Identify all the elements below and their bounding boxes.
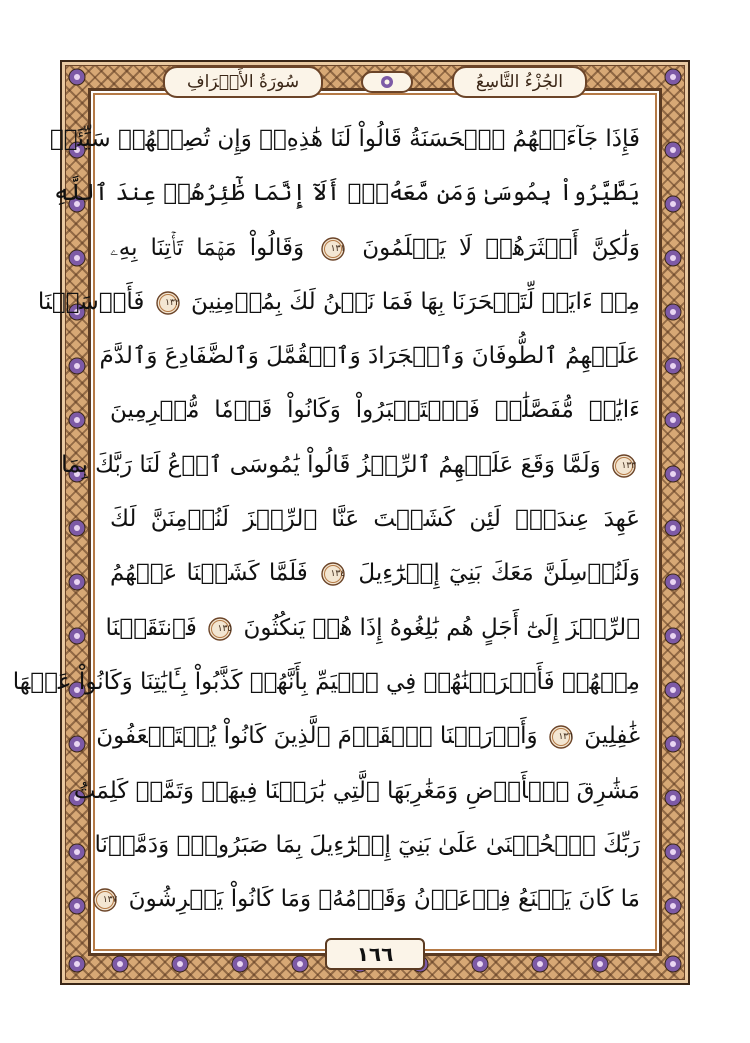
quran-text-area xyxy=(12,112,641,913)
ayah-number: ١٣٥ xyxy=(217,623,233,634)
surah-name-plaque xyxy=(163,66,323,98)
ayah-number: ١٣٧ xyxy=(102,895,118,906)
verse-line xyxy=(96,709,640,763)
verse-text-continuation: وَأَوۡرَثۡنَا ٱلۡقَوۡمَ ٱلَّذِينَ كَانُواْ يُسۡتَضۡعَفُونَ xyxy=(96,723,538,750)
frame-medallion-icon xyxy=(663,680,683,700)
verse-text-continuation: وَلَمَّا وَقَعَ عَلَيۡهِمُ ٱلرِّجۡزُ قَالُواْ يَٰمُوسَى ٱدۡعُ لَنَا رَبَّكَ بِمَا xyxy=(61,451,601,478)
verse-text: مِنۡهُمۡ فَأَغۡرَقۡنَٰهُمۡ فِي ٱلۡيَمِّ بِأَنَّهُمۡ كَذَّبُواْ بِـَٔايَٰتِنَا وَكَانُواْ عَنۡهَا xyxy=(12,668,640,695)
ayah-marker-icon xyxy=(612,454,636,478)
frame-medallion-icon xyxy=(67,842,87,862)
page-number: ١٦٦ xyxy=(325,938,425,970)
verse-line xyxy=(49,112,640,166)
ayah-marker-icon xyxy=(549,725,573,749)
ayah-marker-icon xyxy=(156,291,180,315)
verse-text: عَهِدَ عِندَكَۖ لَئِن كَشَفۡتَ عَنَّا ٱلرِّجۡزَ لَنُؤۡمِنَنَّ لَكَ xyxy=(110,506,640,533)
frame-medallion-icon xyxy=(663,140,683,160)
ayah-number: ١٣٤ xyxy=(330,569,346,580)
frame-medallion-icon xyxy=(663,572,683,592)
verse-line xyxy=(99,329,640,383)
verse-text: عَلَيۡهِمُ ٱلطُّوفَانَ وَٱلۡجَرَادَ وَٱلۡقُمَّلَ وَٱلضَّفَادِعَ وَٱلدَّمَ xyxy=(99,343,640,370)
frame-medallion-icon xyxy=(67,248,87,268)
frame-medallion-icon xyxy=(67,896,87,916)
ayah-marker-icon xyxy=(321,562,345,586)
frame-medallion-icon xyxy=(67,626,87,646)
frame-medallion-icon xyxy=(663,302,683,322)
verse-text: وَلَنُرۡسِلَنَّ مَعَكَ بَنِيٓ إِسۡرَٰٓءِيلَ xyxy=(358,560,641,587)
verse-text: وَلَٰكِنَّ أَكۡثَرَهُمۡ لَا يَعۡلَمُونَ xyxy=(362,234,640,261)
surah-name: سُورَةُ الأَعۡرَافِ xyxy=(187,72,300,92)
frame-medallion-icon xyxy=(663,518,683,538)
header-ornament-icon xyxy=(360,68,414,96)
juz-name-plaque xyxy=(452,66,587,98)
frame-medallion-icon xyxy=(67,356,87,376)
verse-line xyxy=(110,383,640,437)
frame-medallion-icon xyxy=(230,954,250,974)
frame-medallion-icon xyxy=(663,842,683,862)
frame-medallion-icon xyxy=(663,248,683,268)
frame-medallion-icon xyxy=(663,67,683,87)
frame-medallion-icon xyxy=(170,954,190,974)
frame-medallion-icon xyxy=(663,626,683,646)
verse-text-continuation: فَٱنتَقَمۡنَا xyxy=(105,614,197,641)
frame-medallion-icon xyxy=(663,464,683,484)
verse-text: مَا كَانَ يَصۡنَعُ فِرۡعَوۡنُ وَقَوۡمُهُۥ وَمَا كَانُواْ يَعۡرِشُونَ xyxy=(128,886,640,913)
verse-line xyxy=(105,601,640,655)
verse-line xyxy=(37,275,640,329)
frame-medallion-icon xyxy=(67,67,87,87)
frame-medallion-icon xyxy=(663,954,683,974)
frame-medallion-icon xyxy=(67,734,87,754)
verse-line xyxy=(73,764,640,818)
verse-line xyxy=(110,492,640,546)
verse-line xyxy=(54,166,640,220)
ayah-marker-icon xyxy=(321,237,345,261)
ayah-number: ١٣٢ xyxy=(165,297,180,308)
verse-text: ءَايَٰتٖ مُّفَصَّلَٰتٖ فَٱسۡتَكۡبَرُواْ وَكَانُواْ قَوۡمٗا مُّجۡرِمِينَ xyxy=(110,397,640,424)
verse-line xyxy=(110,546,640,600)
frame-medallion-icon xyxy=(590,954,610,974)
verse-line xyxy=(102,872,640,926)
verse-text: مَشَٰرِقَ ٱلۡأَرۡضِ وَمَغَٰرِبَهَا ٱلَّتِي بَٰرَكۡنَا فِيهَاۖ وَتَمَّتۡ كَلِمَتُ xyxy=(73,777,640,804)
frame-medallion-icon xyxy=(663,734,683,754)
verse-text: ٱلرِّجۡزَ إِلَىٰٓ أَجَلٍ هُم بَٰلِغُوهُ إِذَا هُمۡ يَنكُثُونَ xyxy=(243,614,640,641)
ayah-number: ١٣١ xyxy=(330,243,346,254)
verse-line xyxy=(61,438,640,492)
page-header xyxy=(93,64,657,100)
frame-medallion-icon xyxy=(663,356,683,376)
frame-medallion-icon xyxy=(67,954,87,974)
frame-medallion-icon xyxy=(663,410,683,430)
verse-text: يَطَّيَّرُواْ بِمُوسَىٰ وَمَن مَّعَهُۥٓۗ أَلَآ إِنَّمَا طَٰٓئِرُهُمۡ عِندَ ٱللَّهِ xyxy=(54,180,640,207)
verse-text-continuation: فَلَمَّا كَشَفۡنَا عَنۡهُمُ xyxy=(110,560,308,587)
ayah-number: ١٣٦ xyxy=(558,732,573,743)
frame-medallion-icon xyxy=(663,896,683,916)
frame-medallion-icon xyxy=(67,518,87,538)
ayah-marker-icon xyxy=(208,617,232,641)
frame-medallion-icon xyxy=(67,410,87,430)
verse-text: فَإِذَا جَآءَتۡهُمُ ٱلۡحَسَنَةُ قَالُواْ لَنَا هَٰذِهِۦۖ وَإِن تُصِبۡهُمۡ سَيِّئَةٞ xyxy=(49,126,640,152)
ayah-marker-icon xyxy=(93,888,117,912)
frame-medallion-icon xyxy=(530,954,550,974)
frame-medallion-icon xyxy=(663,788,683,808)
verse-text-continuation: فَأَرۡسَلۡنَا xyxy=(37,288,145,315)
frame-medallion-icon xyxy=(110,954,130,974)
ayah-number: ١٣٣ xyxy=(621,460,636,471)
verse-text: مِنۡ ءَايَةٖ لِّتَسۡحَرَنَا بِهَا فَمَا نَحۡنُ لَكَ بِمُؤۡمِنِينَ xyxy=(190,288,640,315)
frame-medallion-icon xyxy=(290,954,310,974)
juz-name: الجُزْءُ التَّاسِعُ xyxy=(475,72,563,92)
frame-medallion-icon xyxy=(470,954,490,974)
verse-text-continuation: وَقَالُواْ مَهۡمَا تَأۡتِنَا بِهِۦ xyxy=(110,234,305,261)
frame-medallion-icon xyxy=(67,572,87,592)
verse-text: رَبِّكَ ٱلۡحُسۡنَىٰ عَلَىٰ بَنِيٓ إِسۡرَٰٓءِيلَ بِمَا صَبَرُواْۖ وَدَمَّرۡنَا xyxy=(94,831,640,858)
verse-text: غَٰفِلِينَ xyxy=(584,723,640,750)
verse-line xyxy=(12,655,640,709)
verse-line xyxy=(94,818,640,872)
verse-line xyxy=(110,221,640,275)
frame-medallion-icon xyxy=(663,194,683,214)
